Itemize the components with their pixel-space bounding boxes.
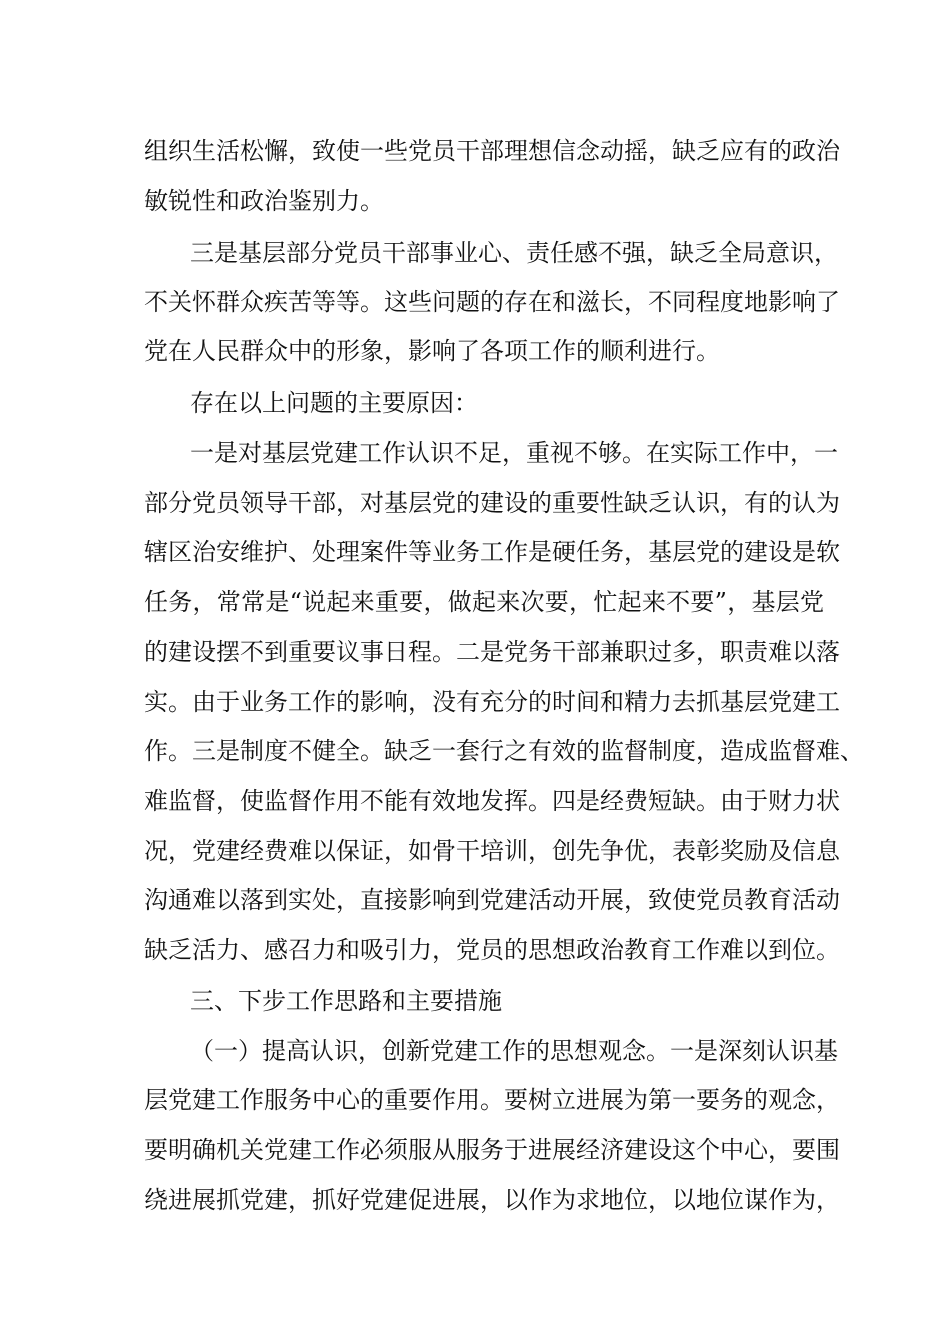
text-line: 党在人民群众中的形象，影响了各项工作的顺利进行。 <box>144 337 720 365</box>
text-line: 层党建工作服务中心的重要作用。要树立进展为第一要务的观念， <box>144 1086 840 1114</box>
text-line: 绕进展抓党建，抓好党建促进展，以作为求地位，以地位谋作为， <box>144 1186 840 1214</box>
text-line: （一）提高认识，创新党建工作的思想观念。一是深刻认识基 <box>190 1037 838 1065</box>
text-line: 存在以上问题的主要原因： <box>190 389 478 417</box>
text-line: 组织生活松懈，致使一些党员干部理想信念动摇，缺乏应有的政治 <box>144 137 840 165</box>
text-line: 实。由于业务工作的影响，没有充分的时间和精力去抓基层党建工 <box>144 688 840 716</box>
text-line: 作。三是制度不健全。缺乏一套行之有效的监督制度，造成监督难、 <box>144 737 864 765</box>
section-heading: 三、下步工作思路和主要措施 <box>190 987 502 1015</box>
text-line: 沟通难以落到实处，直接影响到党建活动开展，致使党员教育活动 <box>144 886 840 914</box>
text-line: 的建设摆不到重要议事日程。二是党务干部兼职过多，职责难以落 <box>144 638 840 666</box>
text-line: 不关怀群众疾苦等等。这些问题的存在和滋长，不同程度地影响了 <box>144 288 840 316</box>
text-line: 难监督，使监督作用不能有效地发挥。四是经费短缺。由于财力状 <box>144 787 840 815</box>
text-line: 况，党建经费难以保证，如骨干培训，创先争优，表彰奖励及信息 <box>144 837 840 865</box>
text-line: 敏锐性和政治鉴别力。 <box>144 187 384 215</box>
text-line: 缺乏活力、感召力和吸引力，党员的思想政治教育工作难以到位。 <box>144 936 840 964</box>
text-line: 任务，常常是“说起来重要，做起来次要，忙起来不要”，基层党 <box>144 588 824 616</box>
text-line: 部分党员领导干部，对基层党的建设的重要性缺乏认识，有的认为 <box>144 489 840 517</box>
text-line: 三是基层部分党员干部事业心、责任感不强，缺乏全局意识， <box>190 239 838 267</box>
text-line: 辖区治安维护、处理案件等业务工作是硬任务，基层党的建设是软 <box>144 538 840 566</box>
text-line: 一是对基层党建工作认识不足，重视不够。在实际工作中，一 <box>190 439 838 467</box>
text-line: 要明确机关党建工作必须服从服务于进展经济建设这个中心，要围 <box>144 1136 840 1164</box>
